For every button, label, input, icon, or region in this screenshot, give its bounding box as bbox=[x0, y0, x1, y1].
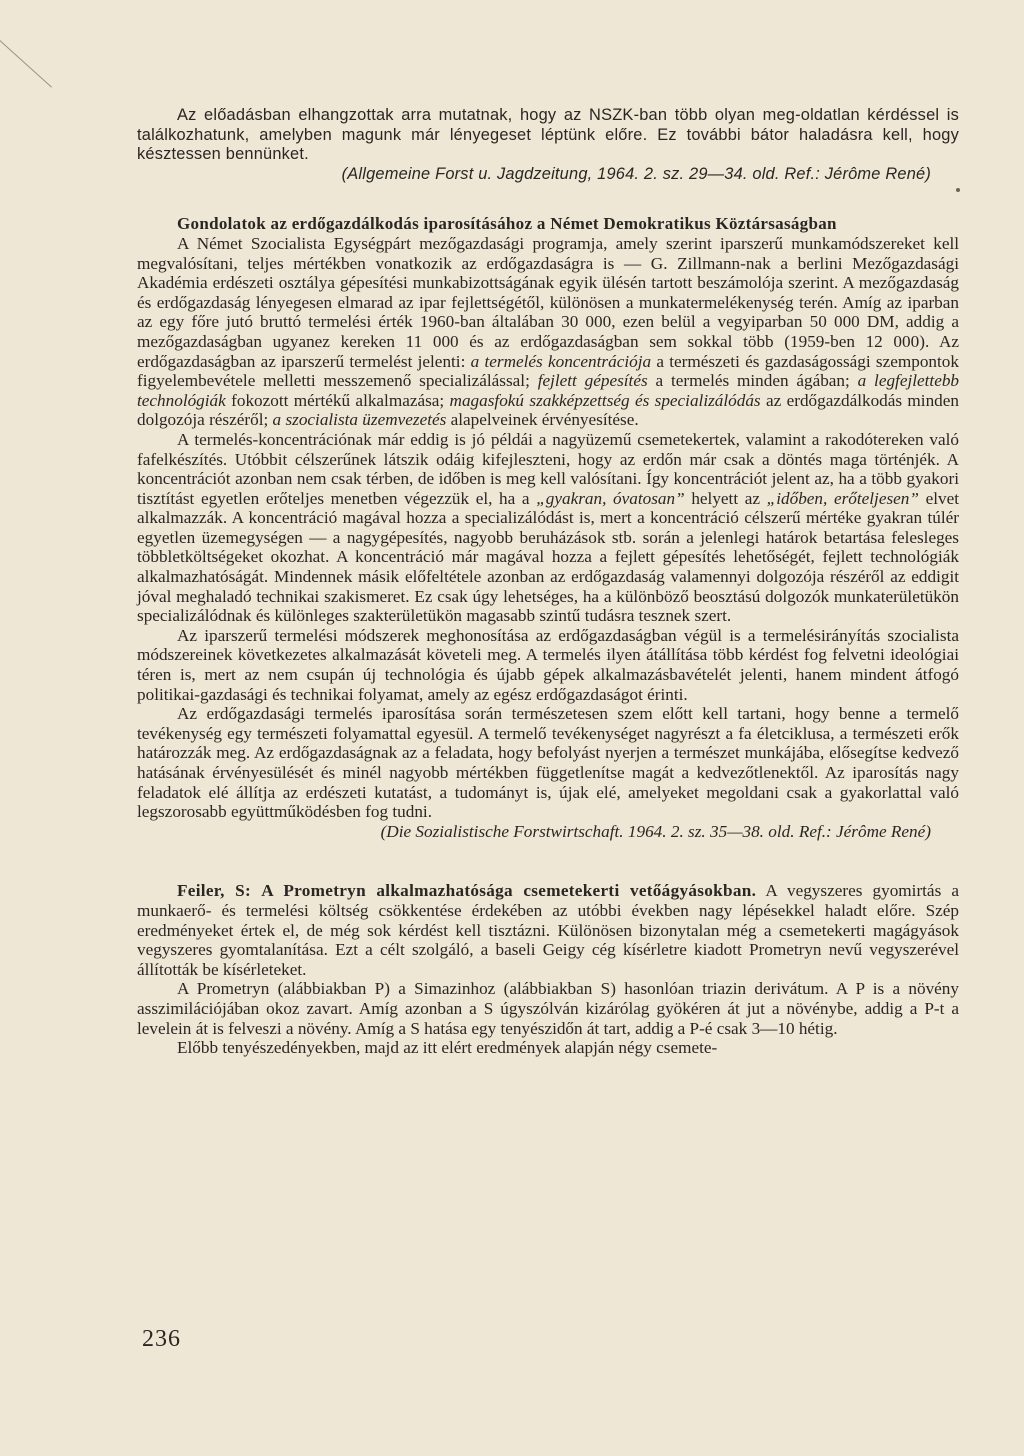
emphasis-text: „gyakran, óvatosan” bbox=[536, 488, 685, 508]
emphasis-text: „időben, erőteljesen” bbox=[766, 488, 919, 508]
body-text: a természeti és gazdaságossági szempontok figyelembevétele melletti messzemenő specializálással; bbox=[137, 351, 959, 391]
body-text: helyett az bbox=[684, 488, 767, 508]
emphasis-text: magasfokú szakképzettség és specializálódás bbox=[449, 390, 761, 410]
article-title: A Prometryn alkalmazhatósága csemetekerti vetőágyásokban. bbox=[261, 881, 757, 901]
body-text: az erdőgazdálkodás minden dolgozója részéről; bbox=[137, 390, 959, 430]
article-paragraph bbox=[137, 430, 959, 626]
intro-paragraph: Az előadásban elhangzottak arra mutatnak, hogy az NSZK-ban több olyan meg-oldatlan kérdéssel is találkozhatunk, amelyben magunk már lényegeset léptünk előre. Ez további bátor haladásra kell, hogy késztessen bennünket. bbox=[137, 106, 959, 164]
article-paragraph: Az iparszerű termelési módszerek meghonosítása az erdőgazdaságban végül is a termelésirányítás szocialista módszereinek következetes alkalmazását követeli meg. A termelés ilyen átállítása több kérdést fog felvetni ideológiai téren is, mert az nem csupán új technológia és újabb gépek alkalmazásbavételét jelenti, hanem mindent átfogó politikai-gazdasági és technikai folyamat, amely az egész erdőgazdaságot érinti. bbox=[137, 625, 959, 704]
article-author: Feiler, S: bbox=[177, 881, 252, 901]
article-paragraph bbox=[137, 881, 959, 979]
article-paragraph bbox=[137, 234, 959, 430]
body-text: A Német Szocialista Egységpárt mezőgazdasági programja, amely szerint iparszerű munkamódszereket kell megvalósítani, teljes mértékben vonatkozik az erdőgazdaságra is — G. Zillmann-nak a berlini Mezőgazdasági Akadémia erdészeti osztálya gépesítési munkabizottságának egyik ülésén tartott beszámolója szerint. A mezőgazdaság és erdőgazdaság lényegesen elmarad az ipar fejlettségétől, különösen a munkatermelékenység terén. Amíg az iparban az egy főre jutó bruttó termelési érték 1960-ban általában 30 000, ezen belül a vegyiparban 50 000 DM, addig a mezőgazdaságban ugyanez kereken 11 000 és az erdőgazdaságban sem sokkal több (1959-ben 12 000). Az erdőgazdaságban az iparszerű termelést jelenti: bbox=[137, 233, 959, 371]
body-text: elvet alkalmazzák. A koncentráció magával hozza a specializálódást is, mert a koncentráció célszerű mértéke gyakran túlér egyetlen üzemegységen — a nagygépesítés, nagyobb beruházások stb. során a jelenlegi határok betartása felesleges többletköltségeket okozhat. A koncentráció már magával hozza a fejlett gépesítés lehetőségét, fejlett technológiák alkalmazhatóságát. Mindennek másik előfeltétele azonban az erdőgazdaság valamennyi dolgozója részéről az eddigit jóval meghaladó technikai szakismeret. Ez csak úgy lehetséges, ha a különböző beosztású dolgozók munkaterületükön specializálódnak és különleges szakterületükön magasabb szintű tudásra tesznek szert. bbox=[137, 488, 959, 626]
body-text: fokozott mértékű alkalmazása; bbox=[225, 390, 450, 410]
page-number: 236 bbox=[142, 1326, 181, 1352]
intro-reference: (Allgemeine Forst u. Jagdzeitung, 1964. 2. sz. 29—34. old. Ref.: Jérôme René) bbox=[341, 164, 931, 183]
text-column bbox=[137, 106, 959, 1058]
article-reference: (Die Sozialistische Forstwirtschaft. 1964. 2. sz. 35—38. old. Ref.: Jérôme René) bbox=[380, 821, 931, 841]
emphasis-text: fejlett gépesítés bbox=[537, 371, 648, 391]
scan-mark bbox=[0, 40, 52, 88]
emphasis-text: a szocialista üzemvezetés bbox=[272, 410, 447, 430]
article-paragraph: Az erdőgazdasági termelés iparosítása során természetesen szem előtt kell tartani, hogy benne a termelő tevékenység egy természeti folyamattal egyesül. A termelő tevékenységet nagyrészt a fa életciklusa, a természeti erők határozzák meg. Az erdőgazdaságnak az a feladata, hogy befolyást nyerjen a természet munkájába, elősegítse kedvező hatásának érvényesülését és minél nagyobb mértékben függetlenítse magát a kedvezőtlenektől. Az iparosítás nagy feladatok elé állítja az erdészeti kutatást, a tudományt is, újak elé, amelyeket megoldani csak a gyakorlattal való legszorosabb együttműködésben fog tudni. bbox=[137, 704, 959, 822]
emphasis-text: a termelés koncentrációja bbox=[470, 351, 652, 371]
article-paragraph: Előbb tenyészedényekben, majd az itt elért eredmények alapján négy csemete- bbox=[177, 1038, 718, 1058]
body-text: A termelés-koncentrációnak már eddig is jó példái a nagyüzemű csemetekertek, valamint a rakodótereken való fafelkészítés. Utóbbit célszerűnek látszik odáig kifejleszteni, hogy az erdőn már csak a döntés maga történjék. A koncentrációt azonban nem csak térben, de időben is meg kell valósítani. Így koncentrációt jelent az, ha a több gyakori tisztítást egyetlen erőteljes menetben végezzük el, ha a bbox=[137, 429, 959, 508]
article-paragraph: A Prometryn (alábbiakban P) a Simazinhoz (alábbiakban S) hasonlóan triazin derivátum. A P is a növény asszimilációjában okoz zavart. Amíg azonban a S úgyszólván kizárólag gyökéren át jut a növénybe, addig a P-t a levelein át is felveszi a növény. Amíg a S hatása egy tenyészidőn át tart, addig a P-é csak 3—10 hétig. bbox=[137, 979, 959, 1038]
body-text: a termelés minden ágában; bbox=[647, 371, 858, 391]
emphasis-text: a legfejlettebb technológiák bbox=[137, 371, 960, 410]
body-text: A vegyszeres gyomirtás a munkaerő- és termelési költség csökkentése érdekében az utóbbi években nagy lépésekkel haladt előre. Szép eredményeket értek el, de még sok kérdést kell tisztázni. Különösen bizonytalan még a csemetekerti magágyások vegyszeres gyomtalanítása. Ezt a célt szolgáló, a baseli Geigy cég kísérletre kiadott Prometryn nevű vegyszerével állították be kísérleteket. bbox=[137, 881, 960, 979]
body-text: alapelveinek érvényesítése. bbox=[446, 410, 639, 430]
article-title: Gondolatok az erdőgazdálkodás iparosításához a Német Demokratikus Köztársaságban bbox=[177, 214, 837, 234]
